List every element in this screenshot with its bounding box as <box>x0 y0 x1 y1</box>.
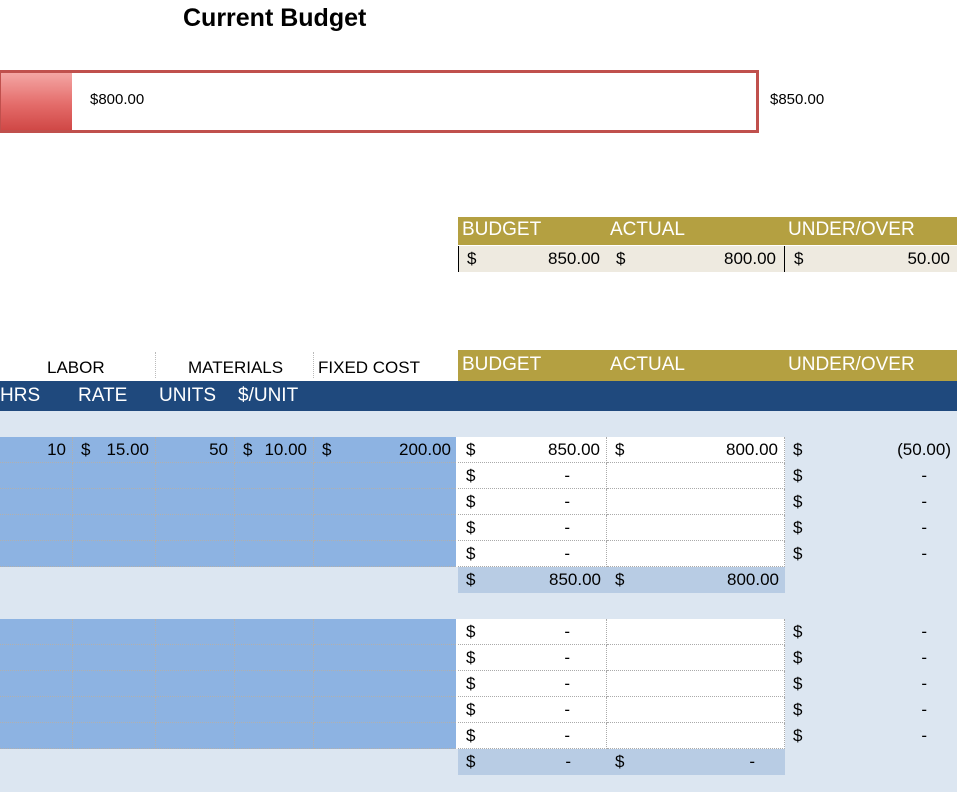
unit-price-value: 10.00 <box>264 440 307 459</box>
input-cell[interactable] <box>235 723 314 749</box>
progress-actual-label: $800.00 <box>90 91 145 108</box>
under-over-cell <box>785 541 957 567</box>
summary-actual-value: 800.00 <box>724 249 776 268</box>
input-cell[interactable] <box>156 515 235 541</box>
currency-symbol: $ <box>615 752 625 771</box>
total-budget-cell <box>458 567 607 593</box>
currency-symbol: $ <box>615 440 625 459</box>
summary-header-actual: ACTUAL <box>610 219 685 240</box>
currency-symbol: $ <box>793 700 803 719</box>
label-divider <box>155 352 156 378</box>
budget-cell[interactable] <box>458 489 607 515</box>
under-over-value: - <box>921 700 927 719</box>
col-label-hrs: HRS <box>0 385 41 406</box>
under-over-cell <box>785 645 957 671</box>
budget-cell[interactable] <box>458 515 607 541</box>
budget-cell[interactable] <box>458 463 607 489</box>
total-actual-cell <box>607 567 785 593</box>
under-over-value: - <box>921 674 927 693</box>
currency-symbol: $ <box>467 249 477 268</box>
under-over-value: - <box>921 518 927 537</box>
input-cell[interactable] <box>73 541 156 567</box>
detail-header-budget: BUDGET <box>462 354 542 375</box>
under-over-cell <box>785 437 957 463</box>
under-over-cell <box>785 697 957 723</box>
column-separator <box>456 671 458 697</box>
input-cell[interactable] <box>0 619 73 645</box>
column-separator <box>456 619 458 645</box>
under-over-cell <box>785 723 957 749</box>
input-cell[interactable] <box>0 723 73 749</box>
input-cell[interactable] <box>235 645 314 671</box>
currency-symbol: $ <box>466 726 476 745</box>
under-over-cell <box>785 489 957 515</box>
group-label-materials: MATERIALS <box>188 358 284 377</box>
input-cell[interactable] <box>73 619 156 645</box>
detail-header-under-over: UNDER/OVER <box>788 354 915 375</box>
actual-cell[interactable] <box>607 645 785 671</box>
budget-value: - <box>564 622 570 641</box>
input-cell[interactable] <box>0 515 73 541</box>
progress-fill <box>1 73 72 130</box>
input-cell[interactable] <box>156 723 235 749</box>
under-over-cell <box>785 619 957 645</box>
summary-values-row <box>458 246 957 272</box>
budget-cell[interactable] <box>458 619 607 645</box>
column-separator <box>456 463 458 489</box>
summary-header-budget: BUDGET <box>462 219 542 240</box>
input-cell[interactable] <box>156 541 235 567</box>
input-cell[interactable] <box>314 723 458 749</box>
column-separator <box>456 697 458 723</box>
input-cell[interactable] <box>0 671 73 697</box>
input-cell[interactable] <box>314 515 458 541</box>
under-over-cell <box>785 463 957 489</box>
page-title: Current Budget <box>183 4 367 32</box>
column-separator <box>456 489 458 515</box>
total-budget-cell <box>458 749 607 775</box>
currency-symbol: $ <box>466 518 476 537</box>
under-over-value: - <box>921 466 927 485</box>
input-cell[interactable] <box>0 697 73 723</box>
actual-cell[interactable] <box>607 619 785 645</box>
group-label-labor: LABOR <box>47 358 105 377</box>
input-cell[interactable] <box>156 619 235 645</box>
input-cell[interactable] <box>156 437 235 463</box>
input-cell[interactable] <box>73 671 156 697</box>
input-cell[interactable] <box>73 723 156 749</box>
input-cell[interactable] <box>73 489 156 515</box>
input-cell[interactable] <box>314 489 458 515</box>
currency-symbol: $ <box>466 674 476 693</box>
input-cell[interactable] <box>0 463 73 489</box>
input-cell[interactable] <box>156 463 235 489</box>
currency-symbol: $ <box>466 700 476 719</box>
units-value: 50 <box>209 440 228 459</box>
budget-cell[interactable] <box>458 437 607 463</box>
summary-under-over-value: 50.00 <box>907 249 950 268</box>
group-label-fixed-cost: FIXED COST <box>318 358 421 377</box>
budget-value: - <box>564 492 570 511</box>
currency-symbol: $ <box>793 622 803 641</box>
total-actual-value: 800.00 <box>727 570 779 589</box>
input-cell[interactable] <box>156 697 235 723</box>
currency-symbol: $ <box>466 492 476 511</box>
summary-header-under-over: UNDER/OVER <box>788 219 915 240</box>
actual-cell[interactable] <box>607 437 785 463</box>
column-separator <box>456 723 458 749</box>
total-actual-value: - <box>749 752 755 771</box>
input-cell[interactable] <box>314 697 458 723</box>
under-over-value: - <box>921 648 927 667</box>
currency-symbol: $ <box>466 544 476 563</box>
input-cell[interactable] <box>73 463 156 489</box>
budget-value: - <box>564 726 570 745</box>
budget-value: - <box>564 674 570 693</box>
input-cell[interactable] <box>235 463 314 489</box>
input-cell[interactable] <box>73 645 156 671</box>
currency-symbol: $ <box>466 622 476 641</box>
col-label-unit-price: $/UNIT <box>238 385 299 406</box>
under-over-value: - <box>921 544 927 563</box>
input-cell[interactable] <box>314 541 458 567</box>
column-separator <box>456 437 458 463</box>
budget-cell[interactable] <box>458 723 607 749</box>
summary-budget-value: 850.00 <box>548 249 600 268</box>
currency-symbol: $ <box>466 648 476 667</box>
column-separator <box>456 515 458 541</box>
under-over-value: - <box>921 726 927 745</box>
under-over-cell <box>785 515 957 541</box>
column-separator <box>456 541 458 567</box>
column-separator <box>456 645 458 671</box>
input-cell[interactable] <box>235 489 314 515</box>
input-cell[interactable] <box>314 619 458 645</box>
hrs-value: 10 <box>47 440 66 459</box>
actual-cell[interactable] <box>607 723 785 749</box>
input-cell[interactable] <box>0 645 73 671</box>
currency-symbol: $ <box>793 726 803 745</box>
actual-cell[interactable] <box>607 697 785 723</box>
currency-symbol: $ <box>793 492 803 511</box>
budget-cell[interactable] <box>458 697 607 723</box>
rate-value: 15.00 <box>106 440 149 459</box>
budget-value: 850.00 <box>548 440 600 459</box>
currency-symbol: $ <box>466 752 476 771</box>
currency-symbol: $ <box>243 440 253 459</box>
input-cell[interactable] <box>0 541 73 567</box>
fixed-cost-value: 200.00 <box>399 440 451 459</box>
summary-under-over-cell[interactable] <box>786 246 957 272</box>
input-cell[interactable] <box>314 671 458 697</box>
budget-value: - <box>564 648 570 667</box>
input-cell[interactable] <box>0 489 73 515</box>
input-cell[interactable] <box>156 489 235 515</box>
summary-budget-cell[interactable] <box>459 246 608 272</box>
input-cell[interactable] <box>73 515 156 541</box>
currency-symbol: $ <box>466 440 476 459</box>
budget-value: - <box>564 466 570 485</box>
budget-cell[interactable] <box>458 541 607 567</box>
input-cell[interactable] <box>235 697 314 723</box>
input-cell[interactable] <box>314 645 458 671</box>
budget-cell[interactable] <box>458 671 607 697</box>
input-cell[interactable] <box>314 463 458 489</box>
label-divider <box>313 352 314 378</box>
currency-symbol: $ <box>615 570 625 589</box>
budget-value: - <box>564 518 570 537</box>
currency-symbol: $ <box>793 674 803 693</box>
under-over-cell <box>785 671 957 697</box>
currency-symbol: $ <box>793 648 803 667</box>
input-cell[interactable] <box>156 671 235 697</box>
currency-symbol: $ <box>466 466 476 485</box>
actual-cell[interactable] <box>607 463 785 489</box>
col-label-units: UNITS <box>159 385 216 406</box>
currency-symbol: $ <box>793 466 803 485</box>
total-budget-value: 850.00 <box>549 570 601 589</box>
actual-cell[interactable] <box>607 541 785 567</box>
currency-symbol: $ <box>794 249 804 268</box>
input-cell[interactable] <box>73 697 156 723</box>
input-cell[interactable] <box>156 645 235 671</box>
actual-cell[interactable] <box>607 489 785 515</box>
input-cell[interactable] <box>0 437 73 463</box>
currency-symbol: $ <box>466 570 476 589</box>
progress-budget-label: $850.00 <box>770 91 825 108</box>
input-cell[interactable] <box>235 541 314 567</box>
currency-symbol: $ <box>616 249 626 268</box>
actual-cell[interactable] <box>607 671 785 697</box>
input-cell[interactable] <box>73 437 156 463</box>
budget-value: - <box>564 544 570 563</box>
under-over-value: (50.00) <box>897 440 951 459</box>
actual-value: 800.00 <box>726 440 778 459</box>
input-cell[interactable] <box>235 515 314 541</box>
input-cell[interactable] <box>235 671 314 697</box>
under-over-value: - <box>921 622 927 641</box>
currency-symbol: $ <box>322 440 332 459</box>
input-cell[interactable] <box>235 619 314 645</box>
total-actual-cell <box>607 749 785 775</box>
col-label-rate: RATE <box>78 385 128 406</box>
currency-symbol: $ <box>793 518 803 537</box>
under-over-value: - <box>921 492 927 511</box>
sub-header-band <box>0 381 957 411</box>
input-cell[interactable] <box>314 437 458 463</box>
total-budget-value: - <box>565 752 571 771</box>
summary-actual-cell[interactable] <box>608 246 785 272</box>
currency-symbol: $ <box>793 440 803 459</box>
actual-cell[interactable] <box>607 515 785 541</box>
currency-symbol: $ <box>793 544 803 563</box>
detail-header-actual: ACTUAL <box>610 354 685 375</box>
currency-symbol: $ <box>81 440 91 459</box>
input-cell[interactable] <box>235 437 314 463</box>
budget-cell[interactable] <box>458 645 607 671</box>
budget-value: - <box>564 700 570 719</box>
